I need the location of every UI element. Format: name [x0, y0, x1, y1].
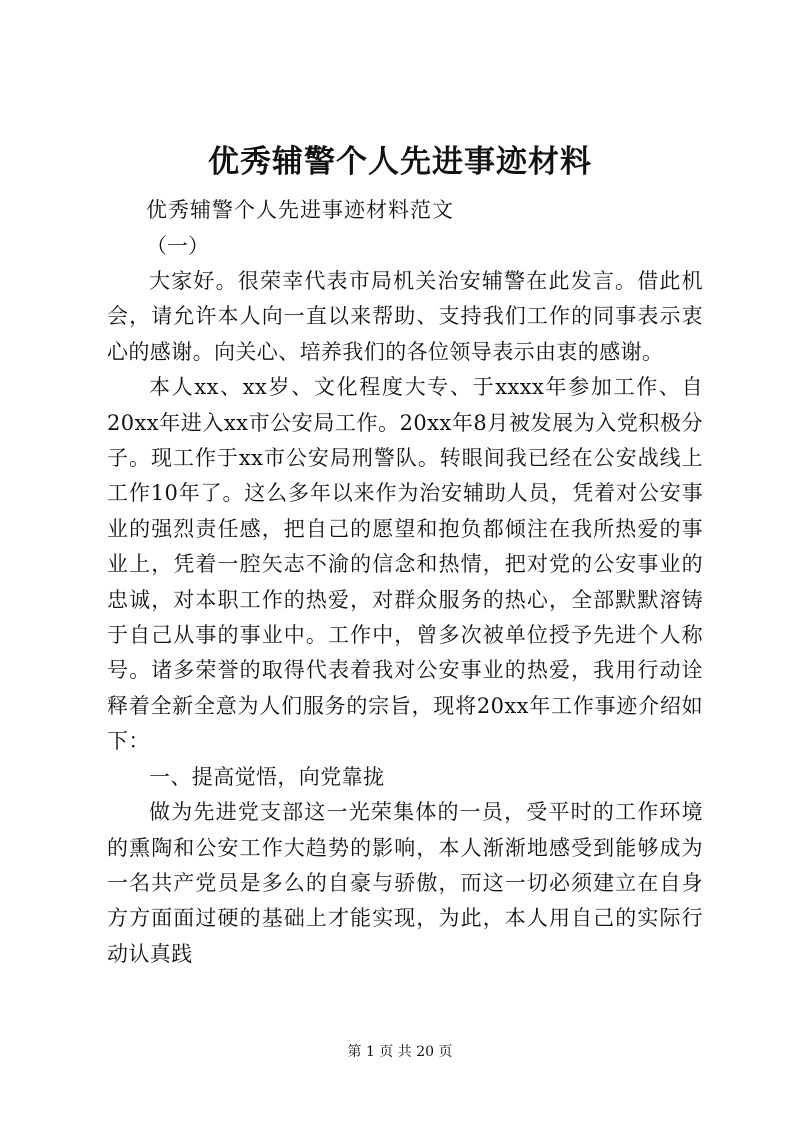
paragraph-greeting: 大家好。很荣幸代表市局机关治安辅警在此发言。借此机会，请允许本人向一直以来帮助、支持我们工作的同事表示衷心的感谢。向关心、培养我们的各位领导表示由衷的感谢。 [107, 269, 703, 364]
document-subtitle: 优秀辅警个人先进事迹材料范文 [146, 198, 454, 222]
paragraph-party: 做为先进党支部这一光荣集体的一员，受平时的工作环境的熏陶和公安工作大趋势的影响，本人渐渐地感受到能够成为一名共产党员是多么的自豪与骄傲，而这一切必须建立在自身方方面面过硬的基础上才能实现，为此，本人用自己的实际行动认真践 [107, 800, 703, 966]
section-heading: 一、提高觉悟，向党靠拢 [149, 764, 385, 789]
section-marker: （一） [146, 234, 209, 258]
document-title: 优秀辅警个人先进事迹材料 [208, 144, 592, 180]
paragraph-introduction: 本人xx、xx岁、文化程度大专、于xxxx年参加工作、自20xx年进入xx市公安局工作。20xx年8月被发展为入党积极分子。现工作于xx市公安局刑警队。转眼间我已经在公安战线上工作10年了。这么多年以来作为治安辅助人员，凭着对公安事业的强烈责任感，把自己的愿望和抱负都倾注在我所热爱的事业上，凭着一腔矢志不渝的信念和热情，把对党的公安事业的忠诚，对本职工作的热爱，对群众服务的热心，全部默默溶铸于自己从事的事业中。工作中，曾多次被单位授予先进个人称号。诸多荣誉的取得代表着我对公安事业的热爱，我用行动诠释着全新全意为人们服务的宗旨，现将20xx年工作事迹介绍如下： [107, 375, 703, 754]
body-text [107, 264, 703, 972]
page-footer: 第 1 页 共 20 页 [347, 1044, 453, 1060]
